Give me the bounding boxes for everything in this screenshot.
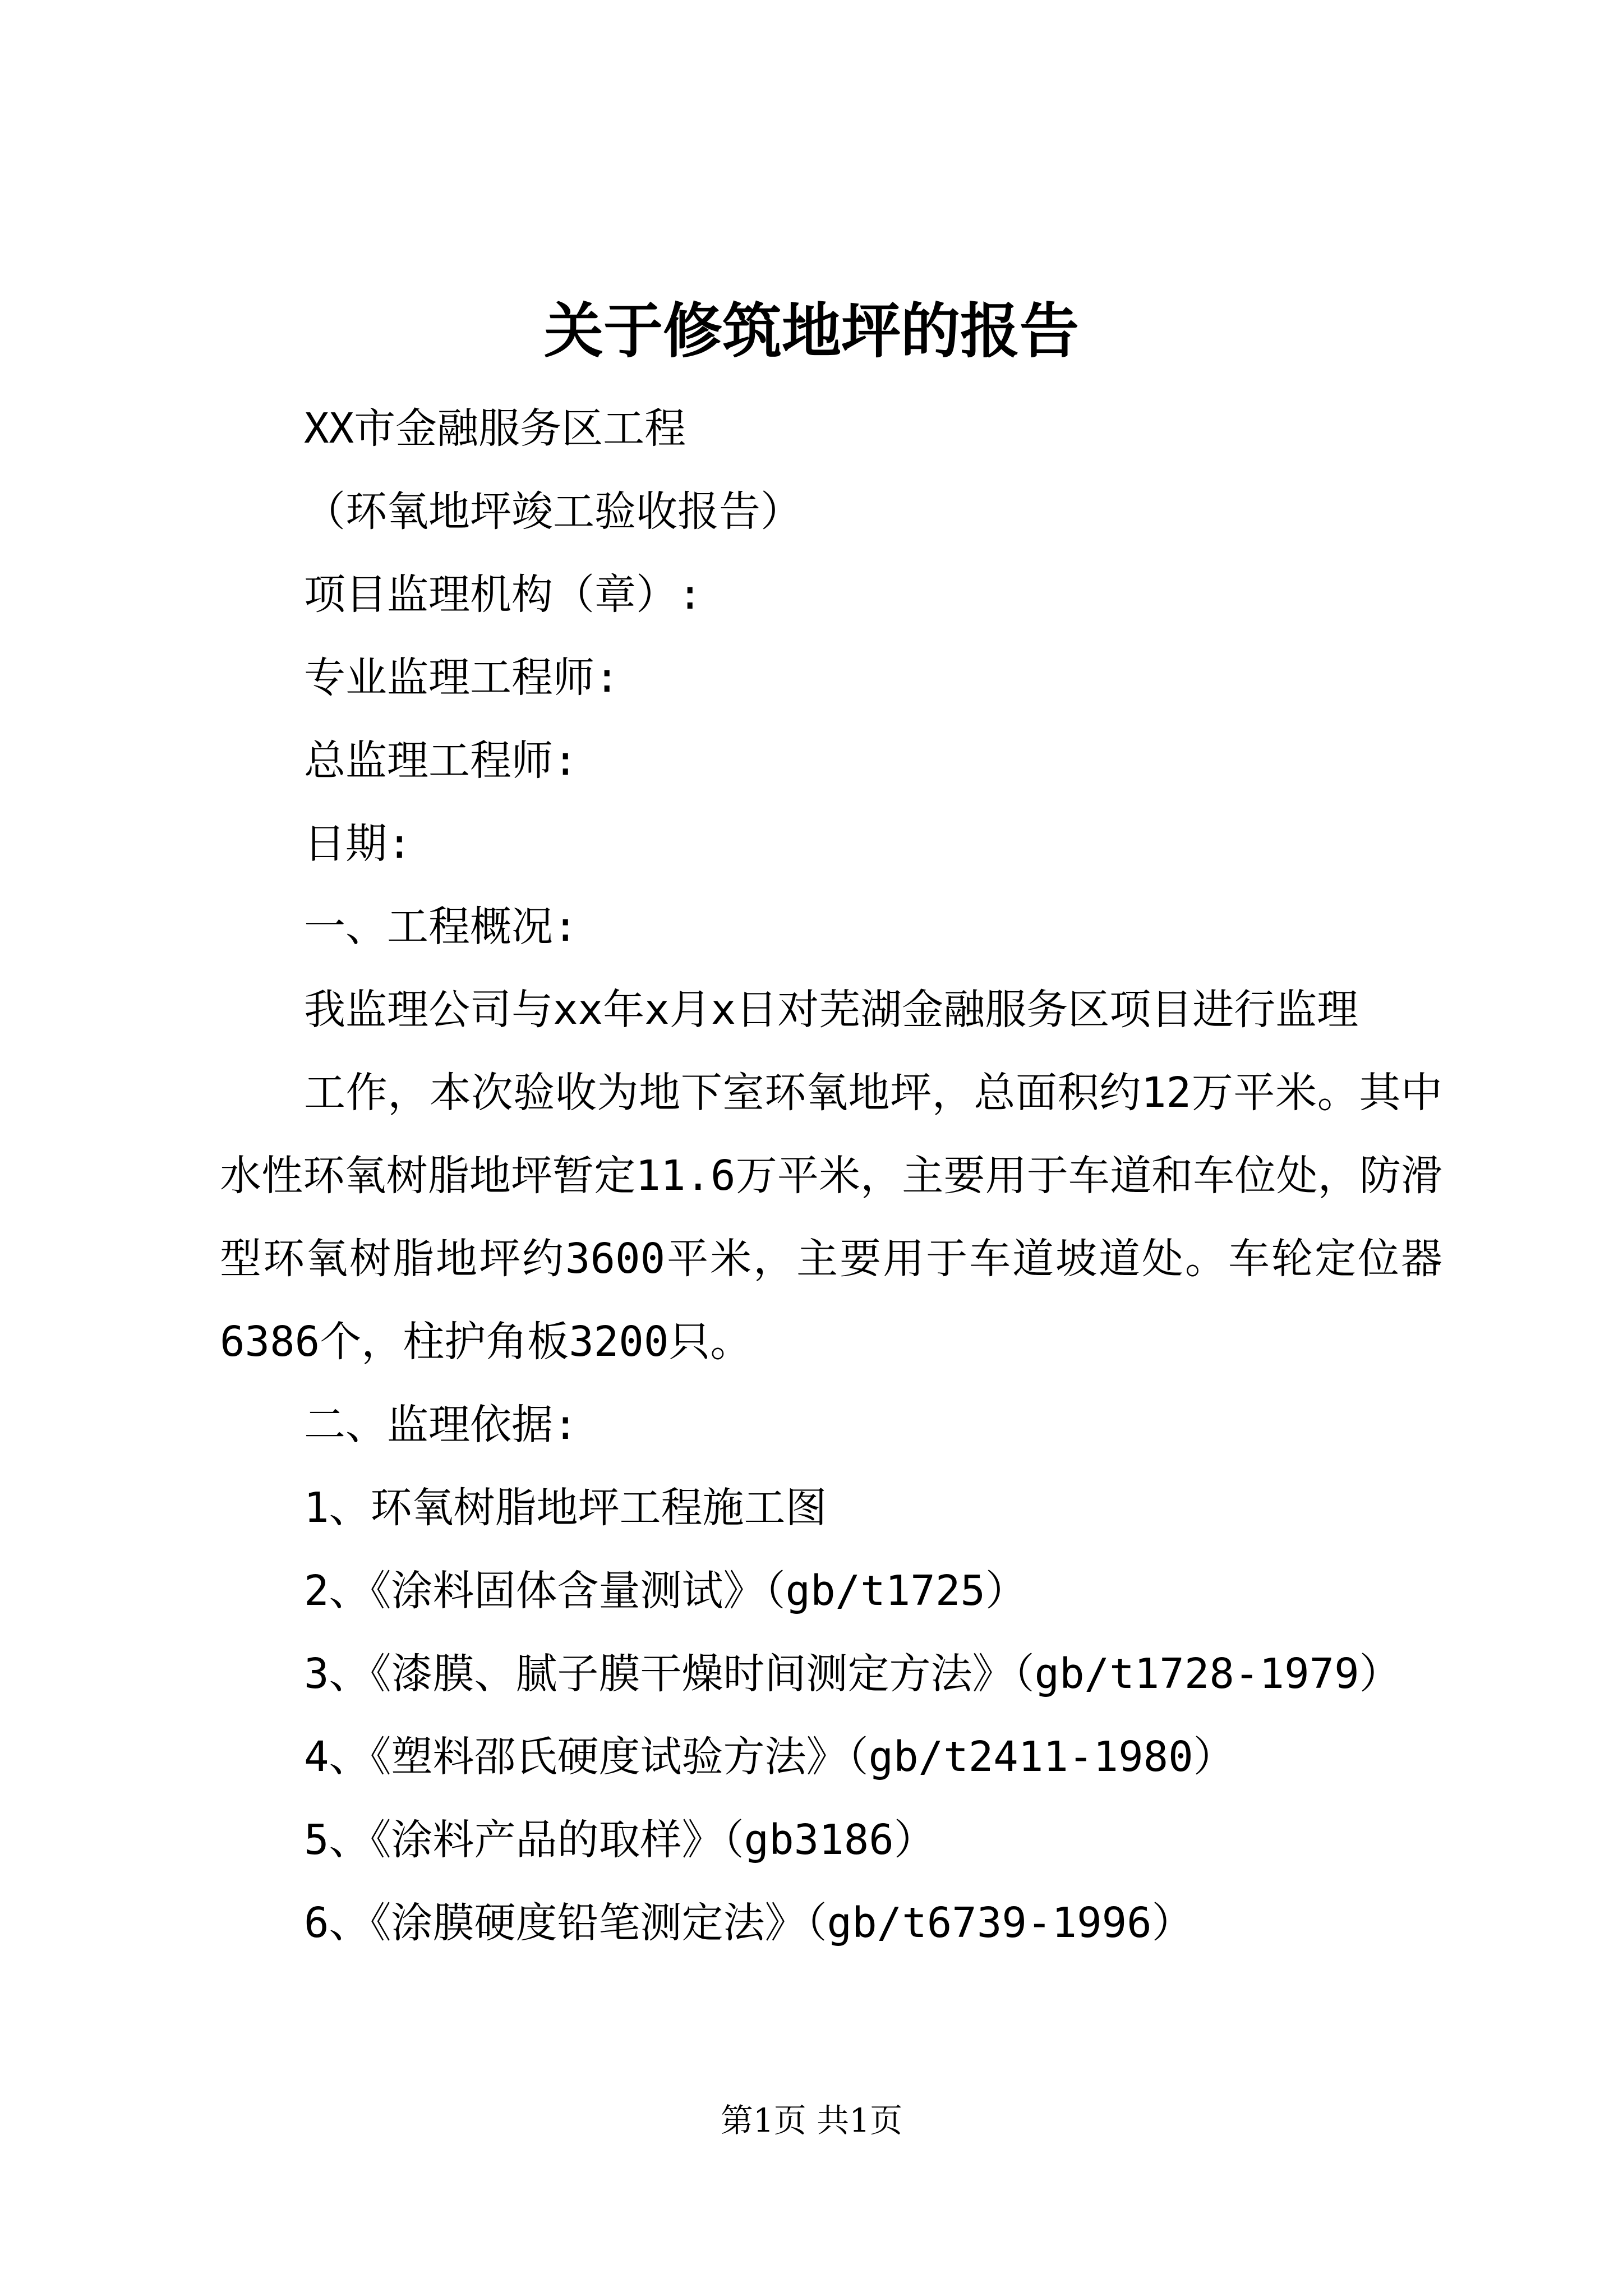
basis-item: 2、《涂料固体含量测试》（gb/t1725）	[304, 1567, 1027, 1615]
overview-paragraph-2: 工作，本次验收为地下室环氧地坪，总面积约12万平米。其中水性环氧树脂地坪暂定11.6万平米，主要用于车道和车位处，防滑型环氧树脂地坪约3600平米，主要用于车道坡道处。车轮定位器6386个，柱护角板3200只。	[220, 1069, 1442, 1366]
report-subtitle: （环氧地坪竣工验收报告）	[304, 487, 802, 536]
page-footer: 第1页 共1页	[720, 2101, 903, 2139]
specialist-engineer-field: 专业监理工程师:	[304, 654, 620, 702]
basis-item: 3、《漆膜、腻子膜干燥时间测定方法》（gb/t1728-1979）	[304, 1650, 1401, 1698]
date-field: 日期:	[304, 820, 412, 868]
project-name: XX市金融服务区工程	[304, 404, 686, 453]
basis-item: 5、《涂料产品的取样》（gb3186）	[304, 1816, 935, 1864]
document-body	[220, 387, 1442, 1964]
basis-item: 6、《涂膜硬度铅笔测定法》（gb/t6739-1996）	[304, 1899, 1193, 1947]
section-heading-overview: 一、工程概况:	[304, 903, 578, 951]
basis-item: 1、环氧树脂地坪工程施工图	[304, 1484, 827, 1532]
document-title: 关于修筑地坪的报告	[544, 296, 1079, 366]
supervision-agency-field: 项目监理机构（章）:	[304, 570, 703, 619]
basis-item: 4、《塑料邵氏硬度试验方法》（gb/t2411-1980）	[304, 1733, 1235, 1781]
overview-paragraph-1: 我监理公司与xx年x月x日对芜湖金融服务区项目进行监理	[304, 986, 1359, 1034]
chief-engineer-field: 总监理工程师:	[304, 737, 578, 785]
section-heading-basis: 二、监理依据:	[304, 1401, 578, 1449]
